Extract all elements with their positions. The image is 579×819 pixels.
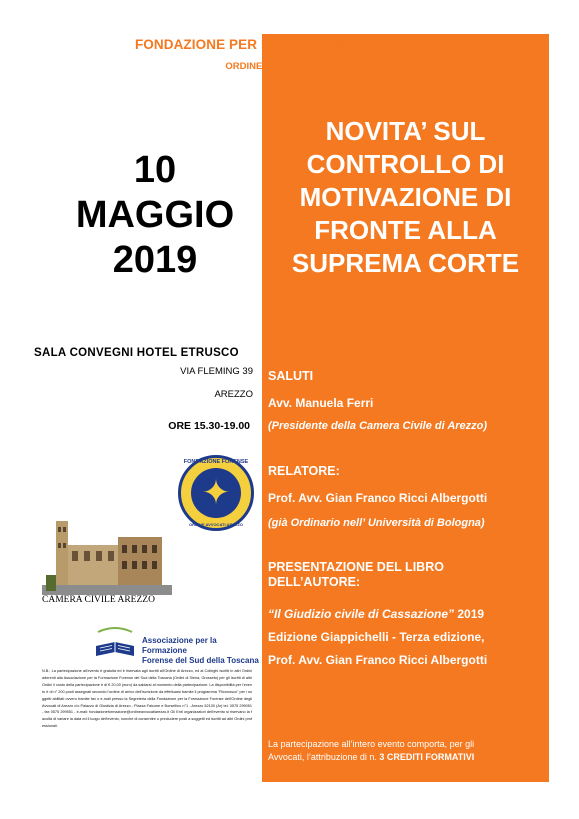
event-title-line: CONTROLLO DI [306, 149, 505, 179]
event-year: 2019 [112, 239, 198, 281]
saluti-name: Avv. Manuela Ferri [268, 396, 374, 410]
credits-note [268, 738, 548, 764]
credits-count: 3 CREDITI FORMATIVI [379, 752, 475, 762]
book-title: “Il Giudizio civile di Cassazione” [268, 607, 455, 621]
fondazione-forense-logo [178, 455, 254, 531]
camera-civile-building-image [42, 515, 172, 595]
compass-star-icon: ✦ [201, 474, 231, 512]
book-author: Prof. Avv. Gian Franco Ricci Albergotti [268, 653, 488, 667]
fine-print-notes: N.B.: La partecipazione all'evento è gratuita ed è riservata agli iscritti all'Ordine di Arezzo, ed ai Colleghi iscritti in altri Ordini aderenti alla Associazione per la Formazione Forense del Sud della Toscana (Ordini di Siena, Grosseto) per gli iscritti di altri Ordini il costo della partecipazione è di € 20,00 (euro) da saldarsi al momento della partecipazione. La disponibilità per l'evento è di n° 200 posti assegnati secondo l'ordine di arrivo dell'iscrizione da effettuarsi tramite il programma "Riconosco" per i soggetti abilitati ovvero tramite fax o e-mail presso la Segreteria della Fondazione per la Formazione Forense dell'Ordine degli Avvocati di Arezzo c/o Palazzo di Giustizia di Arezzo - Piazza Falcone e Borsellino n°1 - Arezzo 52100 (Ar) tel. 0575 299051 - fax 0575 299551 - e-mail: fondazioneformazione@ordineavvocatiarezzo.it Gli Enti organizzatori dell'evento si riservano la facoltà di variare la data ed il luogo dell'evento, nonché di consentire o precludere posti a soggetti ed iscritti ad altri Ordini professionali. [42, 669, 252, 729]
event-title-line: NOVITA’ SUL [325, 116, 486, 146]
event-title [262, 115, 549, 280]
event-title-line: SUPREMA CORTE [291, 248, 520, 278]
relatore-role: (già Ordinario nell’ Università di Bologna) [268, 517, 485, 529]
association-book-icon [92, 622, 138, 662]
logo-center [191, 468, 241, 518]
association-name-line: Associazione per la Formazione [142, 636, 217, 655]
relatore-label: RELATORE: [268, 464, 340, 478]
credits-note-prefix: Avvocati, l’attribuzione di n. [268, 752, 380, 762]
event-date [50, 148, 260, 283]
association-name [142, 636, 262, 666]
saluti-label: SALUTI [268, 369, 314, 383]
presentazione-line: DELL’AUTORE: [268, 575, 361, 589]
credits-note-line [268, 751, 548, 764]
book-edition: Edizione Giappichelli - Terza edizione, [268, 630, 485, 644]
book-year: 2019 [454, 607, 485, 621]
venue-street: VIA FLEMING 39 [180, 366, 253, 377]
event-title-line: MOTIVAZIONE DI [299, 182, 512, 212]
logo-ring-text: FONDAZIONE FORENSE [183, 459, 249, 465]
organization-header: FONDAZIONE PER LA FORMAZIONE FORENSE [134, 37, 445, 52]
book-title-line [268, 607, 484, 621]
event-day: 10 [133, 149, 177, 191]
association-name-line: Forense del Sud della Toscana [142, 656, 259, 665]
presentazione-line: PRESENTAZIONE DEL LIBRO [268, 560, 444, 574]
event-month: MAGGIO [75, 194, 235, 236]
logo-ring-text: ORDINE AVVOCATI AREZZO [189, 522, 243, 527]
camera-civile-label: CAMERA CIVILE AREZZO [42, 595, 155, 605]
credits-note-line: La partecipazione all’intero evento comporta, per gli [268, 739, 475, 749]
saluti-role: (Presidente della Camera Civile di Arezzo) [268, 420, 488, 432]
presentazione-heading [268, 560, 444, 590]
event-time: ORE 15.30-19.00 [168, 420, 250, 432]
venue-city: AREZZO [214, 389, 253, 400]
organization-subtitle: ORDINE AVVOCATI AREZZO [225, 61, 354, 72]
venue-name: SALA CONVEGNI HOTEL ETRUSCO [34, 347, 239, 359]
relatore-name: Prof. Avv. Gian Franco Ricci Albergotti [268, 491, 488, 505]
event-title-line: FRONTE ALLA [314, 215, 497, 245]
